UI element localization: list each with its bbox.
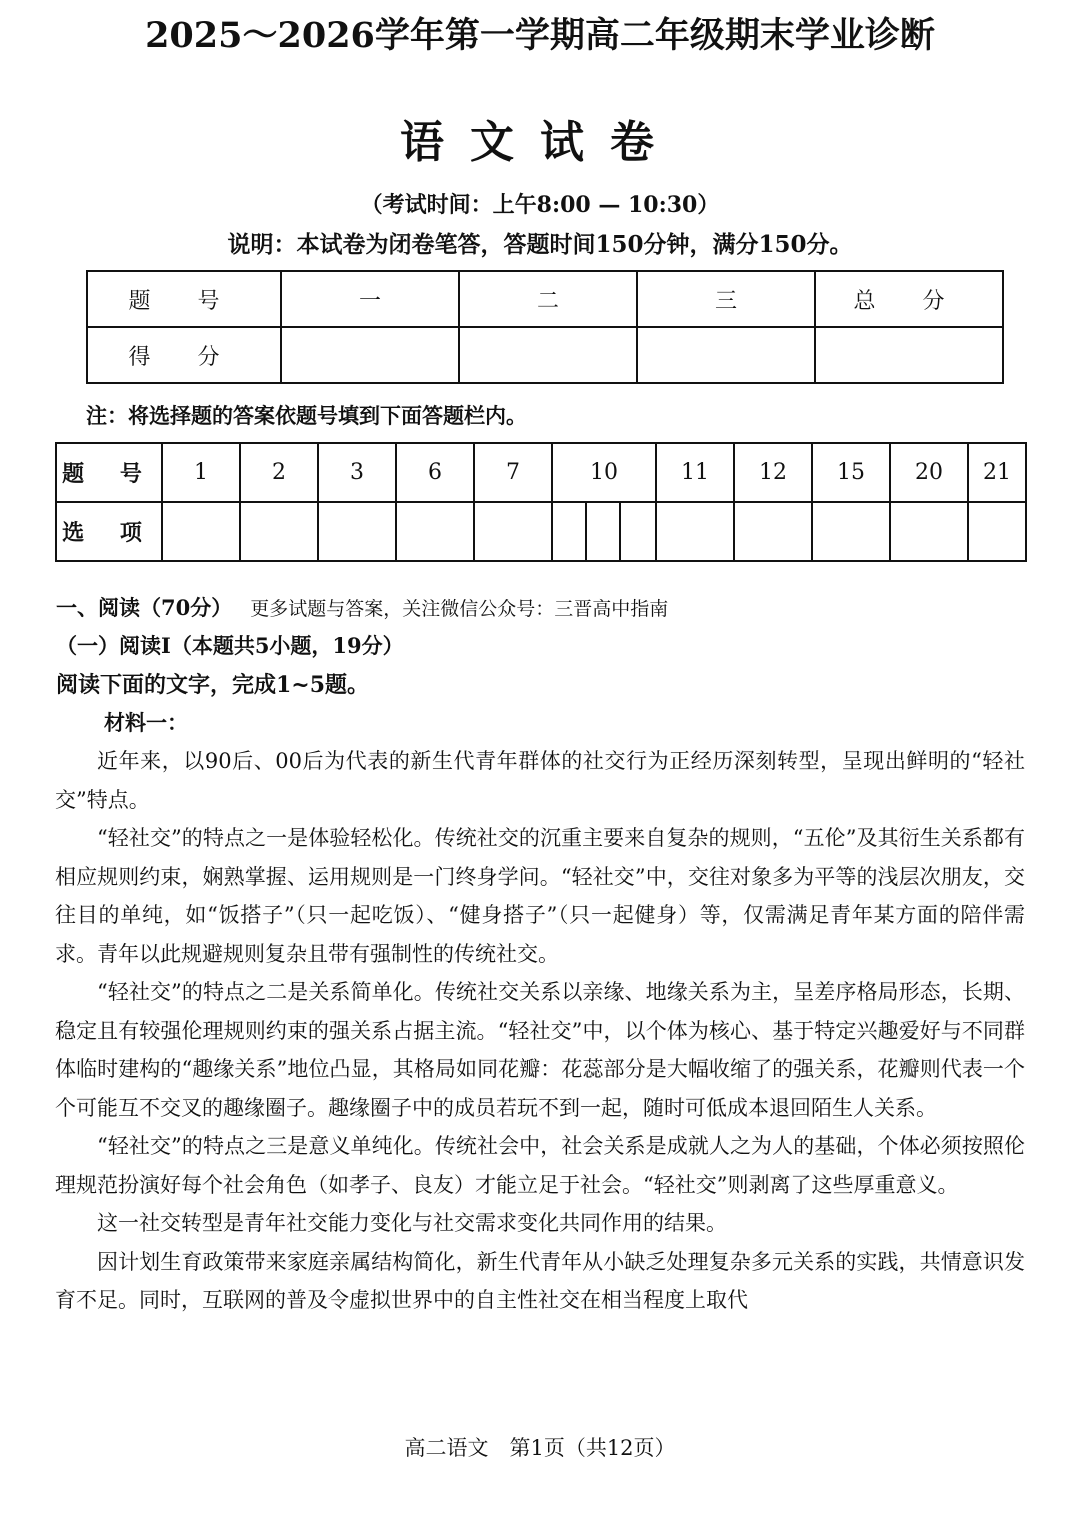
page-footer: 高二语文 第1页（共12页） (404, 1436, 676, 1460)
answer-option-cell-split[interactable] (552, 502, 656, 561)
exam-time: （考试时间：上午8:00 — 10:30） (360, 192, 720, 218)
answer-table-number-row (56, 443, 1026, 502)
score-cell-part2[interactable] (459, 327, 637, 383)
score-header-label: 题 号 (87, 271, 281, 327)
answer-option-cell[interactable] (890, 502, 968, 561)
answer-table (55, 442, 1027, 562)
answer-number-cell: 20 (890, 443, 968, 502)
answer-option-cell[interactable] (396, 502, 474, 561)
answer-option-cell[interactable] (162, 502, 240, 561)
section-title: 一、阅读（70分） (56, 595, 233, 620)
exam-name: 2025～2026学年第一学期高二年级期末学业诊断 (145, 15, 935, 56)
score-table-header-row (87, 271, 1003, 327)
answer-number-cell: 15 (812, 443, 890, 502)
answer-option-cell[interactable] (812, 502, 890, 561)
score-table-score-row (87, 327, 1003, 383)
subject-title: 语文试卷 (400, 117, 680, 168)
score-header-total: 总 分 (815, 271, 1003, 327)
answer-number-cell: 10 (552, 443, 656, 502)
answer-number-cell: 11 (656, 443, 734, 502)
subsection-heading: （一）阅读Ⅰ（本题共5小题，19分） (56, 633, 404, 658)
score-cell-total[interactable] (815, 327, 1003, 383)
answer-table-option-row (56, 502, 1026, 561)
passage-paragraph: 因计划生育政策带来家庭亲属结构简化，新生代青年从小缺乏处理复杂多元关系的实践，共情意识发育不足。同时，互联网的普及令虚拟世界中的自主性社交在相当程度上取代 (55, 1249, 1025, 1312)
passage-paragraph: “轻社交”的特点之一是体验轻松化。传统社交的沉重主要来自复杂的规则，“五伦”及其衍生关系都有相应规则约束，娴熟掌握、运用规则是一门终身学问。“轻社交”中，交往对象多为平等的浅层次朋友，交往目的单纯，如“饭搭子”（只一起吃饭）、“健身搭子”（只一起健身）等，仅需满足青年某方面的陪伴需求。青年以此规避规则复杂且带有强制性的传统社交。 (55, 826, 1025, 966)
exam-instructions: 说明：本试卷为闭卷笔答，答题时间150分钟，满分150分。 (227, 231, 853, 258)
promo-text: 更多试题与答案，关注微信公众号：三晋高中指南 (250, 598, 669, 620)
passage-paragraph: “轻社交”的特点之二是关系简单化。传统社交关系以亲缘、地缘关系为主，呈差序格局形态，长期、稳定且有较强伦理规则约束的强关系占据主流。“轻社交”中，以个体为核心、基于特定兴趣爱好与不同群体临时建构的“趣缘关系”地位凸显，其格局如同花瓣：花蕊部分是大幅收缩了的强关系，花瓣则代表一个个可能互不交叉的趣缘圈子。趣缘圈子中的成员若玩不到一起，随时可低成本退回陌生人关系。 (55, 980, 1025, 1120)
score-cell-part3[interactable] (637, 327, 815, 383)
section-heading (56, 592, 668, 622)
answer-note: 注：将选择题的答案依题号填到下面答题栏内。 (86, 403, 527, 428)
score-header-part2: 二 (459, 271, 637, 327)
answer-number-cell: 3 (318, 443, 396, 502)
answer-number-label: 题 号 (56, 443, 162, 502)
answer-option-cell[interactable] (968, 502, 1026, 561)
answer-option-cell[interactable] (240, 502, 318, 561)
answer-number-cell: 6 (396, 443, 474, 502)
score-cell-part1[interactable] (281, 327, 459, 383)
answer-number-cell: 1 (162, 443, 240, 502)
answer-option-cell[interactable] (474, 502, 552, 561)
score-row-label: 得 分 (87, 327, 281, 383)
score-header-part3: 三 (637, 271, 815, 327)
answer-number-cell: 2 (240, 443, 318, 502)
answer-option-label: 选 项 (56, 502, 162, 561)
answer-number-cell: 12 (734, 443, 812, 502)
answer-number-cell: 21 (968, 443, 1026, 502)
answer-number-cell: 7 (474, 443, 552, 502)
cell-divider (585, 503, 587, 560)
passage-paragraph: 近年来，以90后、00后为代表的新生代青年群体的社交行为正经历深刻转型，呈现出鲜明的“轻社交”特点。 (55, 749, 1025, 812)
answer-option-cell[interactable] (734, 502, 812, 561)
material-label: 材料一： (104, 710, 188, 735)
score-header-part1: 一 (281, 271, 459, 327)
score-table (86, 270, 1004, 384)
passage-paragraph: 这一社交转型是青年社交能力变化与社交需求变化共同作用的结果。 (97, 1211, 727, 1235)
answer-option-cell[interactable] (318, 502, 396, 561)
reading-instruction: 阅读下面的文字，完成1~5题。 (56, 672, 370, 698)
answer-option-cell[interactable] (656, 502, 734, 561)
passage-paragraph: “轻社交”的特点之三是意义单纯化。传统社会中，社会关系是成就人之为人的基础，个体必须按照伦理规范扮演好每个社会角色（如孝子、良友）才能立足于社会。“轻社交”则剥离了这些厚重意义。 (55, 1134, 1025, 1197)
reading-passage (55, 742, 1025, 1320)
cell-divider (619, 503, 621, 560)
